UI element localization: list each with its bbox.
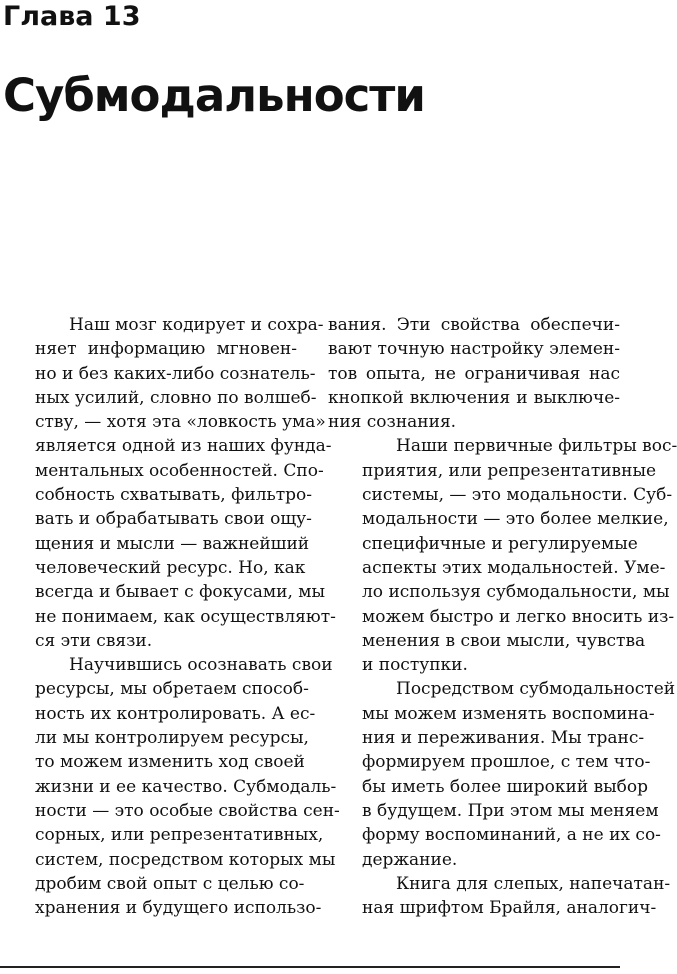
text-line: и поступки. xyxy=(362,655,468,676)
paragraph xyxy=(328,872,671,921)
text-line: мы можем изменять воспомина- xyxy=(362,703,655,724)
text-line: вают точную настройку элемен- xyxy=(328,339,620,360)
text-line: Наш мозг кодирует и сохра- xyxy=(69,315,324,335)
text-line: всегда и бывает с фокусами, мы xyxy=(35,582,326,603)
text-line: бы иметь более широкий выбор xyxy=(362,776,649,797)
chapter-title: Субмодальности xyxy=(3,69,425,122)
text-line: является одной из наших фунда- xyxy=(35,436,332,457)
text-line: форму воспоминаний, а не их со- xyxy=(362,825,661,846)
text-line: ментальных особенностей. Спо- xyxy=(35,460,324,481)
text-line: не понимаем, как осуществляют- xyxy=(35,606,336,627)
text-line: ная шрифтом Брайля, аналогич- xyxy=(362,898,657,919)
text-line: няет информацию мгновен- xyxy=(35,339,297,360)
text-line: то можем изменить ход своей xyxy=(35,752,305,773)
paragraph xyxy=(328,313,620,434)
text-line: ных усилий, словно по волшеб- xyxy=(35,387,317,408)
text-line: системы, — это модальности. Суб- xyxy=(362,485,673,506)
text-line: систем, посредством которых мы xyxy=(35,849,336,870)
text-line: ности — это особые свойства сен- xyxy=(35,800,340,821)
text-line: вать и обрабатывать свои ощу- xyxy=(35,509,312,530)
text-line: формируем прошлое, с тем что- xyxy=(362,752,651,773)
text-line: дробим свой опыт с целью со- xyxy=(35,873,305,894)
text-line: можем быстро и легко вносить из- xyxy=(362,606,675,627)
text-line: менения в свои мысли, чувства xyxy=(362,630,646,651)
text-line: Посредством субмодальностей xyxy=(396,679,676,700)
chapter-label: Глава 13 xyxy=(3,1,141,32)
text-line: но и без каких-либо сознатель- xyxy=(35,363,316,384)
left-column xyxy=(1,313,340,920)
paragraph xyxy=(1,653,340,920)
text-line: в будущем. При этом мы меняем xyxy=(362,800,659,821)
text-line: ся эти связи. xyxy=(35,630,153,651)
text-line: вания. Эти свойства обеспечи- xyxy=(328,315,620,335)
text-line: ству, — хотя эта «ловкость ума» xyxy=(35,412,326,433)
text-line: Книга для слепых, напечатан- xyxy=(396,873,671,894)
text-line: ли мы контролируем ресурсы, xyxy=(35,728,309,749)
text-line: ния сознания. xyxy=(328,412,457,433)
text-line: специфичные и регулируемые xyxy=(362,533,638,554)
text-line: держание. xyxy=(362,849,458,870)
text-line: щения и мысли — важнейший xyxy=(35,533,310,554)
text-line: жизни и ее качество. Субмодаль- xyxy=(35,776,337,797)
right-column xyxy=(328,313,677,920)
text-line: модальности — это более мелкие, xyxy=(362,509,669,530)
bottom-rule xyxy=(0,966,620,968)
text-line: аспекты этих модальностей. Уме- xyxy=(362,557,666,578)
text-line: ло используя субмодальности, мы xyxy=(362,582,670,603)
text-line: сорных, или репрезентативных, xyxy=(35,825,324,846)
text-line: ность их контролировать. А ес- xyxy=(35,703,316,724)
text-line: хранения и будущего использо- xyxy=(35,898,322,919)
text-line: ния и переживания. Мы транс- xyxy=(362,728,645,749)
text-line: Научившись осознавать свои xyxy=(69,655,333,676)
paragraph xyxy=(328,434,677,677)
text-line: человеческий ресурс. Но, как xyxy=(35,557,306,578)
text-line: собность схватывать, фильтро- xyxy=(35,485,313,506)
text-line: тов опыта, не ограничивая нас xyxy=(328,363,620,384)
text-line: ресурсы, мы обретаем способ- xyxy=(35,679,309,700)
paragraph xyxy=(1,313,336,653)
text-line: приятия, или репрезентативные xyxy=(362,460,657,481)
text-line: кнопкой включения и выключе- xyxy=(328,387,620,408)
paragraph xyxy=(328,677,676,871)
text-line: Наши первичные фильтры вос- xyxy=(396,436,677,457)
